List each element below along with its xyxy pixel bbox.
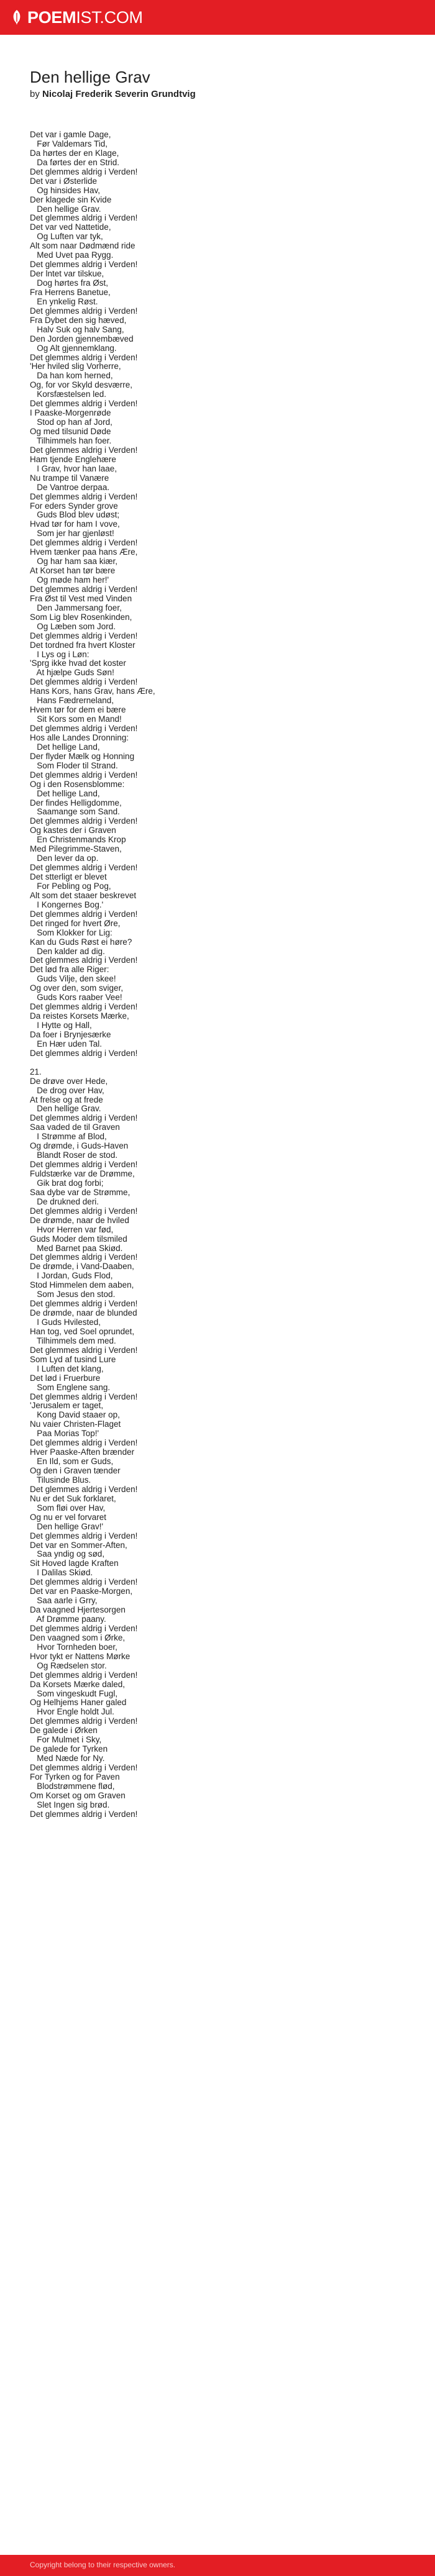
poem-line: Guds Vilje, den skee!: [30, 974, 116, 984]
poem-line: Og Alt gjennemklang.: [30, 343, 117, 353]
poem-line: Som vingeskudt Fugl,: [30, 1688, 118, 1698]
poem-line: For eders Synder grove: [30, 501, 118, 511]
poem-line: For Pebling og Pog,: [30, 881, 111, 891]
poem-line: Den hellige Grav!': [30, 1521, 104, 1531]
poem-line: Guds Kors raaber Vee!: [30, 993, 122, 1003]
poem-line: At frelse og at frede: [30, 1095, 103, 1104]
poem-line: Hvor tykt er Nattens Mørke: [30, 1651, 130, 1661]
poem-line: Og møde ham her!': [30, 575, 109, 585]
poem-line: I Lys og i Løn:: [30, 649, 89, 659]
poem-line: Den hellige Grav.: [30, 204, 101, 214]
poem-line: Det glemmes aldrig i Verden!: [30, 1160, 138, 1170]
poem-line: Det glemmes aldrig i Verden!: [30, 724, 138, 733]
poem-line: De drømde, i Vand-Daaben,: [30, 1262, 134, 1272]
poem-line: Det glemmes aldrig i Verden!: [30, 1623, 138, 1633]
poem-line: De drog over Hav,: [30, 1085, 104, 1095]
poem-line: At hjælpe Guds Søn!: [30, 668, 114, 678]
poem-line: Det glemmes aldrig i Verden!: [30, 909, 138, 919]
poem-line: Med Næde for Ny.: [30, 1754, 105, 1764]
poem-line: 'Jerusalem er taget,: [30, 1401, 104, 1411]
poem-line: Guds Blod blev udøst;: [30, 510, 120, 520]
poem-line: Og Læben som Jord.: [30, 621, 116, 631]
poem-body: [30, 130, 405, 1819]
poem-line: Da Korsets Mærke daled,: [30, 1679, 126, 1689]
poem-line: De drøve over Hede,: [30, 1076, 108, 1086]
poem-line: Det var en Paaske-Morgen,: [30, 1586, 133, 1596]
poem-line: Af Drømme paany.: [30, 1614, 106, 1624]
poem-line: Før Valdemars Tid,: [30, 139, 108, 148]
poem-line: Tilusinde Blus.: [30, 1475, 91, 1485]
poem-title: Den hellige Grav: [30, 68, 150, 86]
poem-line: Tilhimmels han foer.: [30, 435, 112, 445]
poem-line: Hvor Herren var fød,: [30, 1224, 114, 1234]
poem-line: Slet Ingen sig brød.: [30, 1800, 110, 1809]
poem-line: I Hytte og Hall,: [30, 1021, 92, 1030]
poem-line: De Vantroe derpaa.: [30, 482, 110, 492]
poem-line: Som Jesus den stod.: [30, 1290, 116, 1299]
poem-line: Dog hørtes fra Øst,: [30, 278, 109, 288]
poem-line: I Strømme af Blod,: [30, 1132, 107, 1142]
poem-line: Hans Fædrerneland,: [30, 696, 114, 706]
poem-line: For Tyrken og for Paven: [30, 1772, 120, 1782]
poem-line: Det glemmes aldrig i Verden!: [30, 677, 138, 687]
poem-line: Det tordned fra hvert Kloster: [30, 640, 135, 650]
poem-line: For Mulmet i Sky,: [30, 1735, 102, 1745]
poem-line: Saa vaded de til Graven: [30, 1122, 120, 1132]
poem-line: Det glemmes aldrig i Verden!: [30, 352, 138, 362]
poem-line: Der klagede sin Kvide: [30, 194, 112, 204]
poem-line: Det var ved Nattetide,: [30, 222, 111, 232]
poem-line: Da vaagned Hjertesorgen: [30, 1605, 126, 1615]
poem-line: 'Sprg ikke hvad det koster: [30, 658, 126, 668]
poem-line: Korsfæstelsen led.: [30, 389, 107, 399]
poem-line: En ynkelig Røst.: [30, 296, 98, 306]
poem-line: Nu vaier Christen-Flaget: [30, 1419, 121, 1429]
poem-line: Det glemmes aldrig i Verden!: [30, 1809, 138, 1819]
poem-line: Det glemmes aldrig i Verden!: [30, 816, 138, 826]
poem-line: Det var i gamle Dage,: [30, 130, 111, 139]
poem-line: Han tog, ved Soel oprundet,: [30, 1326, 135, 1336]
poem-line: Og har ham saa kiær,: [30, 557, 118, 567]
poem-line: Det glemmes aldrig i Verden!: [30, 1345, 138, 1355]
poem-line: Som Lyd af tusind Lure: [30, 1354, 116, 1364]
poem-line: Som jer har gjenløst!: [30, 529, 114, 539]
poem-line: Det glemmes aldrig i Verden!: [30, 1048, 138, 1058]
poem-line: Det glemmes aldrig i Verden!: [30, 260, 138, 270]
poem-line: Og Helhjems Haner galed: [30, 1698, 127, 1708]
poem-line: De galede i Ørken: [30, 1726, 98, 1736]
poem-line: Og over den, som sviger,: [30, 983, 124, 993]
poem-line: Saa yndig og sød,: [30, 1549, 105, 1559]
poem-line: Halv Suk og halv Sang,: [30, 324, 124, 334]
poem-line: Som Klokker for Lig:: [30, 927, 112, 937]
poem-line: Det glemmes aldrig i Verden!: [30, 1391, 138, 1401]
poem-content: [30, 67, 405, 1819]
author-link[interactable]: Nicolaj Frederik Severin Grundtvig: [42, 89, 196, 99]
page-footer: [0, 2555, 435, 2576]
poem-line: Fra Herrens Banetue,: [30, 287, 111, 297]
poem-line: Sit Hoved lagde Kraften: [30, 1559, 119, 1568]
copyright-notice: Copyright belong to their respective owners.: [30, 2560, 176, 2569]
poem-line: Som Englene sang.: [30, 1382, 111, 1392]
poem-line: Guds Moder dem tilsmiled: [30, 1234, 127, 1244]
poem-line: I Grav, hvor han laae,: [30, 463, 117, 473]
poem-line: Og den i Graven tænder: [30, 1466, 121, 1475]
poem-line: Saa dybe var de Strømme,: [30, 1187, 130, 1197]
poem-line: Det glemmes aldrig i Verden!: [30, 1252, 138, 1262]
poem-line: Det glemmes aldrig i Verden!: [30, 1438, 138, 1448]
poem-line: Fuldstærke var de Drømme,: [30, 1169, 135, 1178]
poem-line: Det lød fra alle Riger:: [30, 965, 109, 975]
poem-line: Det stterligt er blevet: [30, 872, 107, 881]
poem-line: Da reistes Korsets Mærke,: [30, 1011, 129, 1021]
poem-line: Sit Kors som en Mand!: [30, 714, 122, 724]
poem-line: Den Jammersang foer,: [30, 603, 122, 612]
poem-line: Det var i Østerlide: [30, 176, 98, 186]
poem-line: De drømde, naar de blunded: [30, 1308, 137, 1318]
poem-line: Den hellige Grav.: [30, 1104, 101, 1114]
poem-line: I Kongernes Bog.': [30, 899, 104, 909]
poem-line: Hvem tør for dem ei bære: [30, 705, 126, 715]
poem-line: Det glemmes aldrig i Verden!: [30, 1763, 138, 1772]
poem-line: Det hellige Land,: [30, 742, 100, 752]
poem-line: Stod Himmelen dem aaben,: [30, 1280, 134, 1290]
poem-line: Med Pilegrimme-Staven,: [30, 844, 122, 854]
poem-line: I Luften det klang,: [30, 1363, 104, 1373]
poem-line: Det glemmes aldrig i Verden!: [30, 491, 138, 501]
poem-line: Nu er det Suk forklaret,: [30, 1493, 116, 1503]
top-header-bar: [0, 0, 435, 35]
poem-line: Hos alle Landes Dronning:: [30, 732, 129, 742]
poem-line: I Jordan, Guds Flod,: [30, 1271, 113, 1281]
poem-line: Det glemmes aldrig i Verden!: [30, 1002, 138, 1012]
poem-line: Den vaagned som i Ørke,: [30, 1632, 126, 1642]
poem-line: Da foer i Brynjesærke: [30, 1029, 111, 1039]
poem-line: Det glemmes aldrig i Verden!: [30, 538, 138, 548]
poem-line: En Christenmands Krop: [30, 835, 126, 845]
poem-line: Alt som naar Dødmænd ride: [30, 241, 135, 251]
poem-line: Det glemmes aldrig i Verden!: [30, 1113, 138, 1123]
poem-line: Hvem tænker paa hans Ære,: [30, 547, 138, 557]
poem-line: Og nu er vel forvaret: [30, 1512, 107, 1522]
poem-line: Der lntet var tilskue,: [30, 269, 104, 279]
poem-line: Det glemmes aldrig i Verden!: [30, 166, 138, 176]
poem-line: Det glemmes aldrig i Verden!: [30, 1577, 138, 1587]
poem-line: Det glemmes aldrig i Verden!: [30, 1299, 138, 1309]
poem-line: Med Barnet paa Skiød.: [30, 1243, 123, 1253]
poem-line: Tilhimmels dem med.: [30, 1336, 116, 1345]
quill-pen-icon: [11, 9, 22, 25]
poem-line: Og i den Rosensblomme:: [30, 779, 125, 789]
poem-line: Og kastes der i Graven: [30, 826, 116, 835]
poem-line: Som Lig blev Rosenkinden,: [30, 612, 132, 622]
poem-line: Gik brat dog forbi;: [30, 1178, 104, 1188]
poem-line: Det var en Sommer-Aften,: [30, 1540, 127, 1550]
poem-line: Da hørtes der en Klage,: [30, 148, 119, 158]
poem-line: Det glemmes aldrig i Verden!: [30, 863, 138, 873]
poem-line: [30, 1058, 405, 1068]
poem-line: De drømde, naar de hviled: [30, 1215, 129, 1225]
poem-line: Saamange som Sand.: [30, 807, 120, 817]
poem-line: Og med tilsunid Døde: [30, 427, 111, 436]
poem-line: Det glemmes aldrig i Verden!: [30, 1531, 138, 1541]
by-label: by: [30, 89, 40, 99]
poem-byline: [30, 88, 405, 101]
poem-line: Den lever da op.: [30, 853, 99, 863]
poem-line: Det glemmes aldrig i Verden!: [30, 1670, 138, 1680]
poem-line: I Paaske-Morgenrøde: [30, 408, 111, 418]
poem-line: Den kalder ad dig.: [30, 946, 105, 956]
poem-line: Og Rædselen stor.: [30, 1660, 107, 1670]
poem-line: Blodstrømmene flød,: [30, 1781, 115, 1791]
poem-line: Fra Øst til Vest med Vinden: [30, 593, 132, 603]
poem-line: Og Luften var tyk,: [30, 232, 103, 242]
poem-line: Den Jorden gjennembæved: [30, 334, 134, 344]
poem-line: Fra Dybet den sig hæved,: [30, 315, 127, 325]
poem-line: Med Uvet paa Rygg.: [30, 250, 114, 260]
poem-line: Alt som det staaer beskrevet: [30, 890, 137, 900]
poem-line: Det glemmes aldrig i Verden!: [30, 399, 138, 409]
poem-line: Ham tjende Englehære: [30, 454, 116, 464]
poem-line: Det glemmes aldrig i Verden!: [30, 630, 138, 640]
poem-line: Blandt Roser de stod.: [30, 1150, 118, 1160]
poem-line: Det glemmes aldrig i Verden!: [30, 1206, 138, 1216]
poem-line: Paa Morias Top!': [30, 1429, 99, 1439]
poem-line: Og hinsides Hav,: [30, 185, 101, 195]
poem-line: En Hær uden Tal.: [30, 1039, 103, 1049]
poem-line: Kan du Guds Røst ei høre?: [30, 937, 132, 947]
poem-line: I Guds Hvilested,: [30, 1318, 101, 1327]
poem-line: Det glemmes aldrig i Verden!: [30, 584, 138, 594]
poem-line: Der flyder Mælk og Honning: [30, 751, 135, 761]
poem-line: Saa aarle i Grry,: [30, 1596, 98, 1606]
poem-line: Hvor Engle holdt Jul.: [30, 1707, 114, 1717]
poem-line: Hvad tør for ham I vove,: [30, 519, 120, 529]
poem-line: Hver Paaske-Aften brænder: [30, 1447, 135, 1457]
poem-line: Som Floder til Strand.: [30, 760, 118, 770]
poem-line: Det glemmes aldrig i Verden!: [30, 770, 138, 780]
poem-line: Der findes Helligdomme,: [30, 798, 122, 808]
poem-line: De galede for Tyrken: [30, 1744, 108, 1754]
poem-line: Det ringed for hvert Øre,: [30, 918, 121, 928]
poem-line: Det glemmes aldrig i Verden!: [30, 306, 138, 316]
poem-line: Det lød i Fruerbure: [30, 1373, 101, 1383]
poem-line: Og drømde, i Guds-Haven: [30, 1141, 129, 1151]
poem-line: 'Her hviled slig Vorherre,: [30, 362, 121, 371]
poem-line: Det glemmes aldrig i Verden!: [30, 213, 138, 223]
poem-line: Det glemmes aldrig i Verden!: [30, 1716, 138, 1726]
poem-line: I Dalilas Skiød.: [30, 1568, 93, 1578]
poem-line: Hvor Tornheden boer,: [30, 1642, 117, 1652]
poem-line: Det hellige Land,: [30, 788, 100, 798]
poem-line: Som fløi over Hav,: [30, 1503, 106, 1513]
poem-line: Stod op han af Jord,: [30, 417, 112, 427]
poem-line: Det glemmes aldrig i Verden!: [30, 955, 138, 965]
poem-line: Det glemmes aldrig i Verden!: [30, 445, 138, 455]
site-logo-text: POEMIST.COM: [27, 7, 143, 27]
poem-line: Hans Kors, hans Grav, hans Ære,: [30, 686, 155, 696]
poem-line: Det glemmes aldrig i Verden!: [30, 1484, 138, 1494]
poem-line: Nu trampe til Vanære: [30, 473, 109, 483]
poem-line: De drukned deri.: [30, 1196, 99, 1206]
poem-line: At Korset han tør bære: [30, 566, 116, 576]
poem-line: 21.: [30, 1067, 42, 1076]
poem-line: Om Korset og om Graven: [30, 1790, 126, 1800]
poem-line: Kong David staaer op,: [30, 1410, 120, 1420]
poem-line: Og, for vor Skyld desværre,: [30, 380, 133, 390]
poem-line: Da førtes der en Strid.: [30, 157, 120, 167]
poem-line: Da han kom herned,: [30, 371, 113, 381]
poem-line: En Ild, som er Guds,: [30, 1457, 114, 1467]
site-logo-link[interactable]: [11, 0, 143, 35]
